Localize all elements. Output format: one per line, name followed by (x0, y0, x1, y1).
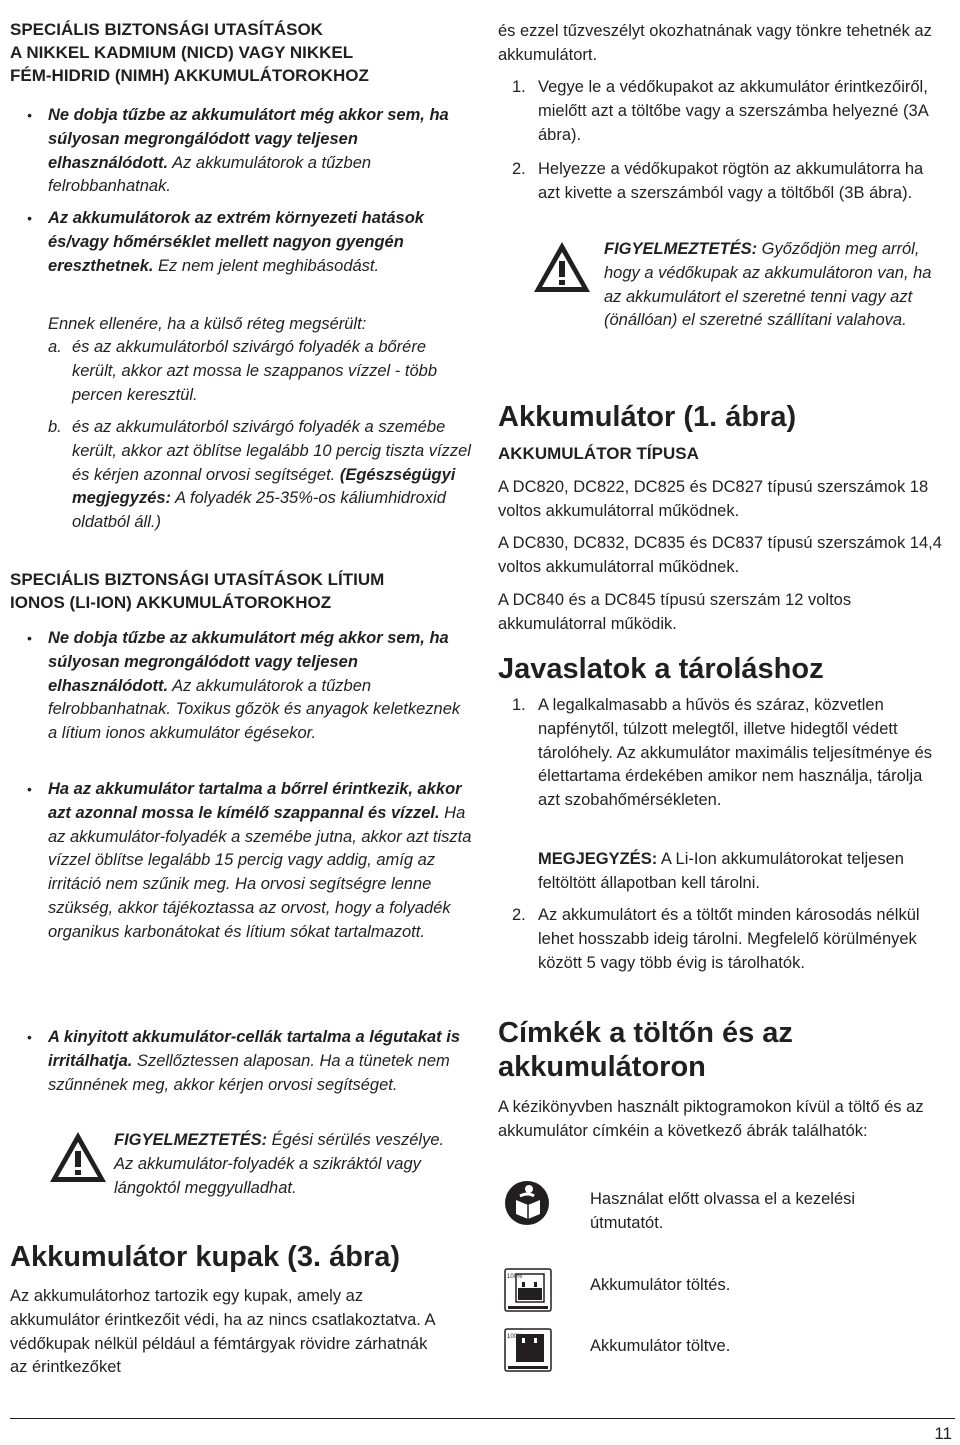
battery-charging-icon (504, 1268, 552, 1312)
icon-description: Akkumulátor töltés. (590, 1276, 731, 1294)
section-title-kupak: Akkumulátor kupak (3. ábra) (10, 1241, 400, 1273)
bullet-dot: • (27, 630, 32, 646)
footer-divider (10, 1418, 955, 1419)
nicd-heading (10, 18, 472, 87)
warning-text: FIGYELMEZTETÉS: Győződjön meg arról, hogy a védőkupak az akkumulátoron van, ha az akkumulátort el szeretné tenni vagy azt (önállóan) el szeretné szállítani valahova. (604, 240, 932, 330)
list-item-b: b. és az akkumulátorból szivárgó folyadék a szemébe került, akkor azt öblítse legalább 10 percig tiszta vízzel és kérjen azonnal orvosi segítséget. (Egészségügyi megjegyzés: A folyadék 25-35%-os káliumhidroxid oldatból áll.) (48, 418, 471, 532)
note-text: MEGJEGYZÉS: A Li-Ion akkumulátorokat teljesen feltöltött állapotban kell tárolni. (538, 850, 904, 892)
warning-triangle-icon (532, 240, 592, 294)
bullet-item: • Ha az akkumulátor tartalma a bőrrel érintkezik, akkor azt azonnal mossa le kímélő szappannal és vízzel. Ha az akkumulátor-folyadék a szemébe jutna, akkor azt tiszta vízzel öblítse legalább 15 percig vagy addig, amíg az irritáció nem szűnik meg. Ha orvosi segítségre lenne szükség, akkor tájékoztassa az orvost, hogy a folyadék organikus karbonátokat és lítium sókat tartalmazott. (27, 780, 472, 941)
bullet-dot: • (27, 1029, 32, 1045)
subsection-title: AKKUMULÁTOR TÍPUSA (498, 444, 699, 463)
read-manual-icon (504, 1178, 550, 1228)
bullet-item: • Ne dobja tűzbe az akkumulátort még akkor sem, ha súlyosan megrongálódott vagy teljesen elhasználódott. Az akkumulátorok a tűzben felrobbanhatnak. (27, 106, 449, 196)
liion-heading (10, 568, 480, 614)
heading-line: A NIKKEL KADMIUM (NICD) VAGY NIKKEL (10, 43, 354, 62)
heading-line: SPECIÁLIS BIZTONSÁGI UTASÍTÁSOK (10, 20, 323, 39)
paragraph: A kézikönyvben használt piktogramokon kívül a töltő és az akkumulátor címkéin a következő ábrák találhatók: (498, 1098, 924, 1140)
bullet-item: • A kinyitott akkumulátor-cellák tartalma a légutakat is irritálhatja. Szellőztessen alaposan. Ha a tünetek nem szűnnének meg, akkor kérjen orvosi segítséget. (27, 1028, 461, 1094)
numbered-item: 2. Az akkumulátort és a töltőt minden károsodás nélkül lehet hosszabb ideig tárolni. Megfelelő körülmények között 5 vagy több évig is tárolhatók. (512, 906, 920, 972)
bullet-item: • Ne dobja tűzbe az akkumulátort még akkor sem, ha súlyosan megrongálódott vagy teljesen elhasználódott. Az akkumulátorok a tűzben felrobbanhatnak. Toxikus gőzök és anyagok keletkeznek a lítium ionos akkumulátor égésekor. (27, 629, 461, 743)
paragraph: Ennek ellenére, ha a külső réteg megsérült: (48, 315, 367, 333)
icon-description: Akkumulátor töltve. (590, 1337, 731, 1355)
bullet-item: • Az akkumulátorok az extrém környezeti hatások és/vagy hőmérséklet mellett nagyon gyengén ereszthetnek. Ez nem jelent meghibásodást. (27, 209, 424, 275)
paragraph: és ezzel tűzveszélyt okozhatnának vagy tönkre tehetnék az akkumulátort. (498, 22, 932, 64)
bullet-dot: • (27, 107, 32, 123)
icon-description: Használat előtt olvassa el a kezelési útmutatót. (590, 1190, 856, 1232)
section-title-cimkek: akkumulátoron (498, 1051, 706, 1083)
heading-line: IONOS (LI-ION) AKKUMULÁTOROKHOZ (10, 593, 332, 612)
paragraph: A DC830, DC832, DC835 és DC837 típusú szerszámok 14,4 voltos akkumulátorral működnek. (498, 534, 942, 576)
page-number: 11 (934, 1424, 952, 1443)
numbered-item: 1. Vegye le a védőkupakot az akkumulátor érintkezőiről, mielőtt azt a töltőbe vagy a szerszámba helyezné (3A ábra). (512, 78, 928, 144)
heading-line: SPECIÁLIS BIZTONSÁGI UTASÍTÁSOK LÍTIUM (10, 570, 385, 589)
numbered-item: 2. Helyezze a védőkupakot rögtön az akkumulátorra ha azt kivette a szerszámból vagy a töltőből (3B ábra). (512, 160, 924, 202)
bullet-dot: • (27, 781, 32, 797)
section-title-cimkek: Címkék a töltőn és az (498, 1017, 793, 1049)
battery-charged-icon (504, 1328, 552, 1372)
paragraph: A DC820, DC822, DC825 és DC827 típusú szerszámok 18 voltos akkumulátorral működnek. (498, 478, 929, 520)
section-title-tarolas: Javaslatok a tároláshoz (498, 653, 824, 685)
list-item-a: a. és az akkumulátorból szivárgó folyadék a bőrére került, akkor azt mossa le szappanos vízzel - több percen keresztül. (48, 338, 437, 404)
section-title-akkumulator: Akkumulátor (1. ábra) (498, 401, 797, 433)
paragraph: Az akkumulátorhoz tartozik egy kupak, amely az akkumulátor érintkezőit védi, ha az nincs csatlakoztatva. A védőkupak nélkül például a fémtárgyak rövidre zárhatnák az érintkezőket (10, 1287, 435, 1377)
heading-line: FÉM-HIDRID (NIMH) AKKUMULÁTOROKHOZ (10, 66, 369, 85)
warning-text: FIGYELMEZTETÉS: Égési sérülés veszélye. Az akkumulátor-folyadék a szikráktól vagy lángoktól meggyulladhat. (114, 1131, 445, 1197)
paragraph: A DC840 és a DC845 típusú szerszám 12 voltos akkumulátorral működik. (498, 591, 852, 633)
icon-pct-label: 100% (507, 1274, 523, 1280)
numbered-item: 1. A legalkalmasabb a hűvös és száraz, közvetlen napfénytől, túlzott melegtől, illetve hidegtől védett tárolóhely. Az akkumulátor maximális teljesítménye és élettartama érdekében amikor nem használja, tárolja azt szobahőmérsékleten. (512, 696, 933, 810)
icon-pct-label: 100% (507, 1334, 523, 1340)
bullet-dot: • (27, 210, 32, 226)
warning-triangle-icon (48, 1130, 108, 1184)
